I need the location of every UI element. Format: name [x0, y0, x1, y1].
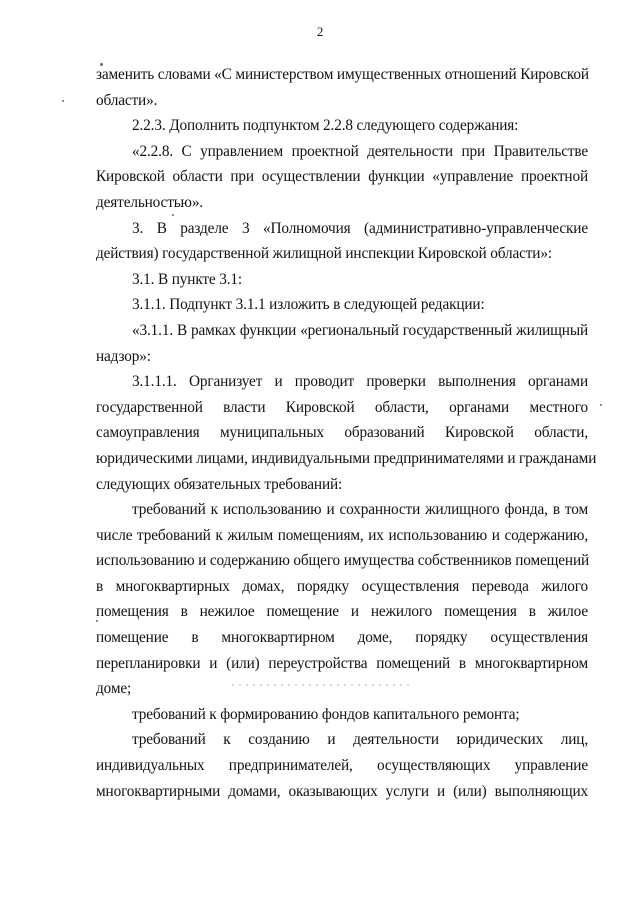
- text-line: области».: [96, 91, 158, 109]
- text-line: в многоквартирных домах, порядку осуществления перевода жилого: [96, 577, 588, 595]
- scan-speck: [600, 404, 602, 406]
- text-line: самоуправления муниципальных образований Кировской области,: [96, 424, 588, 442]
- text-line: требований к использованию и сохранности жилищного фонда, в том: [132, 501, 588, 519]
- paragraph: [96, 369, 597, 497]
- text-line: государственной власти Кировской области, органами местного: [96, 398, 588, 416]
- paragraph: [96, 292, 588, 318]
- text-line: Кировской области при осуществлении функции «управление проектной: [96, 168, 588, 186]
- text-line: многоквартирными домами, оказывающих услуги и (или) выполняющих: [96, 782, 588, 800]
- scan-speck: [100, 63, 103, 66]
- paragraph: [96, 216, 588, 267]
- scan-speck: [96, 620, 98, 622]
- paragraph: [96, 113, 588, 139]
- text-line: доме;: [96, 680, 132, 698]
- text-line: следующих обязательных требований:: [96, 475, 343, 493]
- text-line: действия) государственной жилищной инспекции Кировской области»:: [96, 245, 552, 263]
- text-line: юридическими лицами, индивидуальными предпринимателями и гражданами: [96, 449, 597, 467]
- text-line: 3.1. В пункте 3.1:: [132, 270, 243, 288]
- scan-dots: [232, 684, 412, 686]
- text-line: помещение в многоквартирном доме, порядку осуществления: [96, 629, 588, 647]
- paragraph: [96, 727, 588, 804]
- scan-speck: [62, 100, 64, 102]
- text-line: 3.1.1.1. Организует и проводит проверки выполнения органами: [132, 373, 588, 391]
- text-line: 3. В разделе 3 «Полномочия (административно-управленческие: [132, 219, 588, 237]
- paragraph: [96, 497, 588, 702]
- text-line: надзор»:: [96, 347, 151, 365]
- page-number: 2: [316, 24, 324, 39]
- text-line: 3.1.1. Подпункт 3.1.1 изложить в следующей редакции:: [132, 296, 485, 314]
- text-line: заменить словами «С министерством имущественных отношений Кировской: [96, 66, 589, 83]
- text-line: числе требований к жилым помещениям, их использованию и содержанию,: [96, 526, 588, 544]
- text-line: «3.1.1. В рамках функции «региональный государственный жилищный: [132, 321, 588, 339]
- paragraph: [96, 702, 588, 728]
- text-line: «2.2.8. С управлением проектной деятельности при Правительстве: [132, 142, 588, 160]
- scan-speck: [172, 214, 174, 216]
- paragraph: [96, 267, 588, 293]
- text-line: требований к формированию фондов капитального ремонта;: [132, 705, 520, 723]
- text-line: требований к созданию и деятельности юридических лиц,: [132, 731, 588, 749]
- paragraph: [96, 62, 588, 113]
- document-body: [96, 62, 597, 804]
- text-line: 2.2.3. Дополнить подпунктом 2.2.8 следующего содержания:: [132, 117, 519, 135]
- text-line: деятельностью».: [96, 193, 204, 211]
- paragraph: [96, 318, 588, 369]
- text-line: использованию и содержанию общего имущества собственников помещений: [96, 552, 590, 570]
- paragraph: [96, 139, 588, 216]
- text-line: перепланировки и (или) переустройства помещений в многоквартирном: [96, 654, 588, 672]
- text-line: индивидуальных предпринимателей, осуществляющих управление: [96, 757, 588, 775]
- text-line: помещения в нежилое помещение и нежилого помещения в жилое: [96, 603, 588, 621]
